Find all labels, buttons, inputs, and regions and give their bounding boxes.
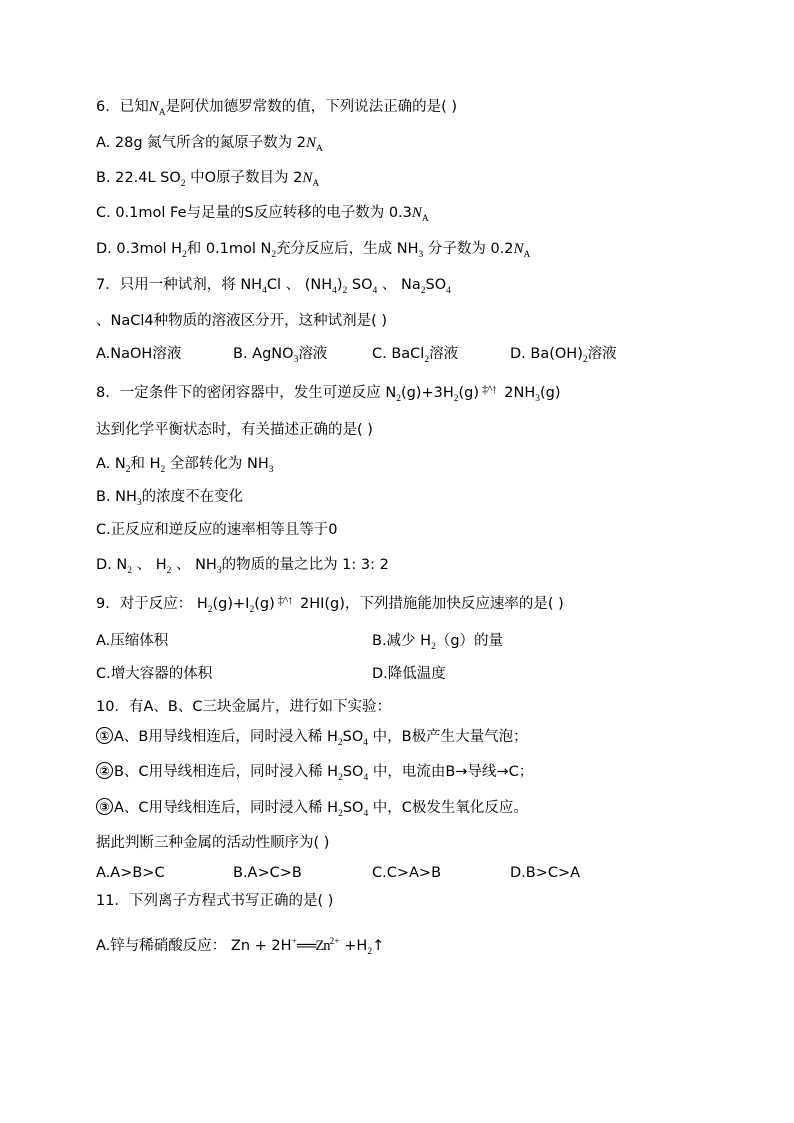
q6-option-a: A. 28g 氮气所含的氮原子数为 $2N_A$	[96, 135, 323, 154]
reversible-arrow-icon: ‡^↑	[482, 382, 497, 396]
q7-option-b: B. AgNO$_3$溶液	[233, 346, 328, 365]
q10-stem: 10．有A、B、C三块金属片，进行如下实验：	[96, 699, 391, 715]
circled-number-1: ①	[96, 727, 113, 744]
q9-option-b: B.减少 $H_2(g)$的量	[372, 633, 504, 652]
q7-option-a: A.NaOH溶液	[96, 346, 182, 362]
q10-option-c: C.C>A>B	[372, 865, 442, 881]
q10-stem-continued: 据此判断三种金属的活动性顺序为( )	[96, 835, 330, 851]
q11-option-a: A.锌与稀硝酸反应： $Zn + 2H^+══Zn^{2+}$ $+H_2↑$	[96, 937, 385, 957]
q10-step-1: ① A、B用导线相连后，同时浸入稀 $H_2SO_4$ 中，B极产生大量气泡；	[96, 728, 528, 746]
q6-option-b: B. 22.4L $SO_2$ 中O原子数目为 $2N_A$	[96, 170, 320, 189]
q8-option-d: D. $N_2$ 、 $H_2$ 、 $NH_3$的物质的量之比为 1: 3: 2	[96, 557, 389, 576]
q7-option-d: D. $Ba(OH)_2$溶液	[510, 346, 617, 365]
q9-option-a: A.压缩体积	[96, 633, 169, 649]
q10-option-b: B.A>C>B	[233, 865, 302, 881]
q8-option-a: A. $N_2$和 $H_2$ 全部转化为 $NH_3$	[96, 456, 274, 475]
q10-step-3: ③ A、C用导线相连后，同时浸入稀 $H_2SO_4$ 中，C极发生氧化反应。	[96, 799, 528, 817]
q11-stem: 11．下列离子方程式书写正确的是( )	[96, 893, 334, 909]
q8-stem: 8．一定条件下的密闭容器中，发生可逆反应 $N_2(g)+3H_2(g)$ ‡^↑ $2NH_3(g)$	[96, 382, 561, 404]
q6-option-c: C. 0.1mol Fe与足量的S反应转移的电子数为 $0.3N_A$	[96, 205, 429, 224]
q9-stem: 9．对于反应： $H_2(g)+I_2(g)$ ‡^↑ 2HI(g)，下列措施能加快反应速率的是( )	[96, 593, 564, 615]
q7-stem-continued: 、NaCl4种物质的溶液区分开，这种试剂是( )	[96, 313, 388, 329]
q10-option-d: D.B>C>A	[510, 865, 581, 881]
reversible-arrow-icon: ‡^↑	[277, 593, 293, 607]
q6-option-d: D. 0.3mol $H_2$和 0.1mol $N_2$充分反应后，生成 $NH_3$ 分子数为 $0.2N_A$	[96, 241, 531, 260]
q8-stem-continued: 达到化学平衡状态时，有关描述正确的是( )	[96, 422, 373, 438]
q9-option-c: C.增大容器的体积	[96, 666, 213, 682]
q8-option-b: B. $NH_3$的浓度不在变化	[96, 489, 244, 508]
q6-stem: 6．已知$N_A$是阿伏加德罗常数的值，下列说法正确的是( )	[96, 99, 458, 118]
q9-option-d: D.降低温度	[372, 666, 446, 682]
q10-step-2: ② B、C用导线相连后，同时浸入稀 $H_2SO_4$ 中，电流由B→导线→C；	[96, 763, 533, 781]
circled-number-3: ③	[96, 798, 113, 815]
q7-option-c: C. BaCl$_2$溶液	[372, 346, 459, 365]
circled-number-2: ②	[96, 762, 113, 779]
q10-option-a: A.A>B>C	[96, 865, 165, 881]
q7-stem: 7．只用一种试剂，将 $NH_4Cl$ 、 $(NH_4)_2$ $SO_4$ 、 $Na_2SO_4$	[96, 277, 451, 296]
q8-option-c: C.正反应和逆反应的速率相等且等于0	[96, 522, 338, 538]
